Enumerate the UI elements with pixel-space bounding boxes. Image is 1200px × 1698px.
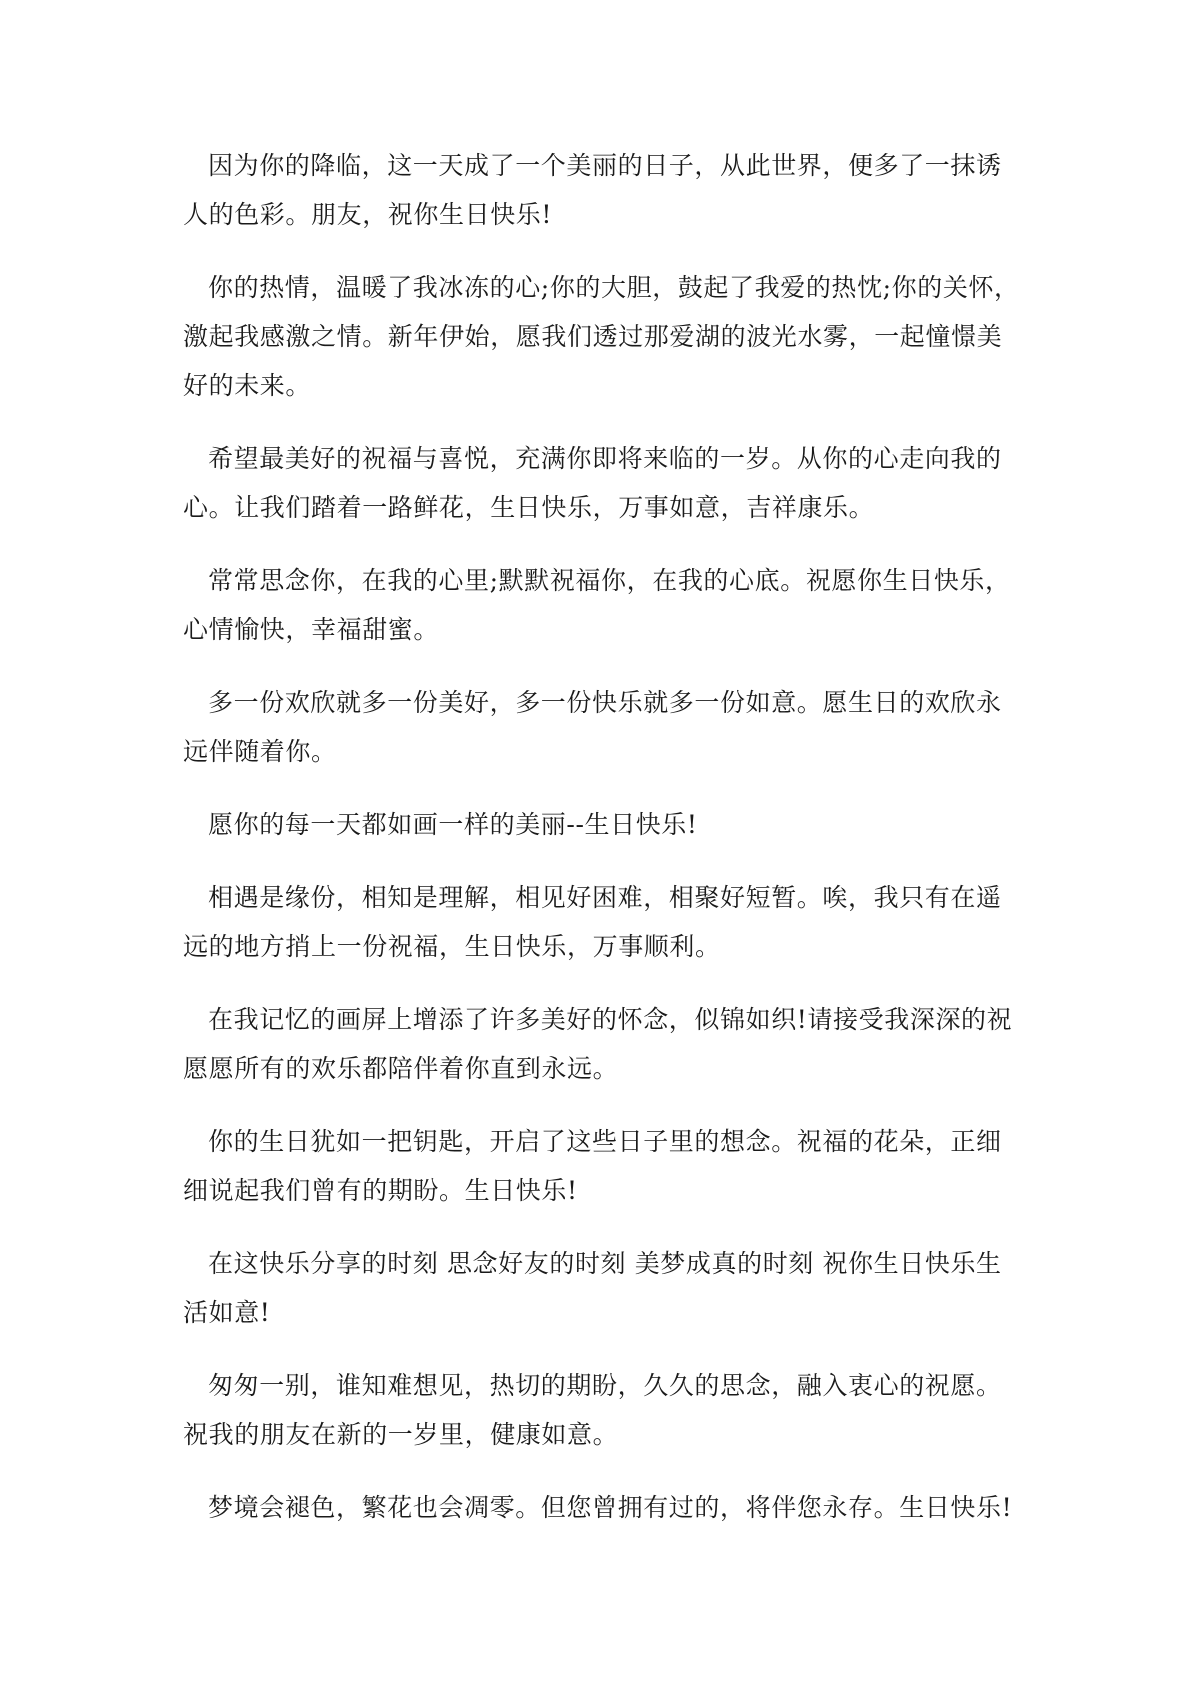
paragraph-12: 梦境会褪色，繁花也会凋零。但您曾拥有过的，将伴您永存。生日快乐! bbox=[208, 1493, 1013, 1522]
paragraph-5: 多一份欢欣就多一份美好，多一份快乐就多一份如意。愿生日的欢欣永远伴随着你。 bbox=[183, 688, 1002, 766]
paragraph-9: 你的生日犹如一把钥匙，开启了这些日子里的想念。祝福的花朵，正细细说起我们曾有的期盼。生日快乐! bbox=[183, 1127, 1002, 1205]
paragraph-6: 愿你的每一天都如画一样的美丽--生日快乐! bbox=[208, 810, 698, 839]
paragraph-8: 在我记忆的画屏上增添了许多美好的怀念，似锦如织!请接受我深深的祝愿愿所有的欢乐都陪伴着你直到永远。 bbox=[183, 1005, 1013, 1083]
paragraph-7: 相遇是缘份，相知是理解，相见好困难，相聚好短暂。唉，我只有在遥远的地方捎上一份祝福，生日快乐，万事顺利。 bbox=[183, 883, 1002, 961]
paragraph-3: 希望最美好的祝福与喜悦，充满你即将来临的一岁。从你的心走向我的心。让我们踏着一路鲜花，生日快乐，万事如意，吉祥康乐。 bbox=[183, 444, 1002, 522]
paragraph-1: 因为你的降临，这一天成了一个美丽的日子，从此世界，便多了一抹诱人的色彩。朋友，祝你生日快乐! bbox=[183, 151, 1002, 229]
paragraph-4: 常常思念你，在我的心里;默默祝福你，在我的心底。祝愿你生日快乐，心情愉快，幸福甜蜜。 bbox=[183, 566, 1011, 644]
document-body bbox=[183, 141, 1023, 1556]
paragraph-11: 匆匆一别，谁知难想见，热切的期盼，久久的思念，融入衷心的祝愿。祝我的朋友在新的一岁里，健康如意。 bbox=[183, 1371, 1002, 1449]
paragraph-2: 你的热情，温暖了我冰冻的心;你的大胆，鼓起了我爱的热忱;你的关怀，激起我感激之情。新年伊始，愿我们透过那爱湖的波光水雾，一起憧憬美好的未来。 bbox=[183, 273, 1020, 400]
paragraph-10: 在这快乐分享的时刻 思念好友的时刻 美梦成真的时刻 祝你生日快乐生活如意! bbox=[183, 1249, 1002, 1327]
